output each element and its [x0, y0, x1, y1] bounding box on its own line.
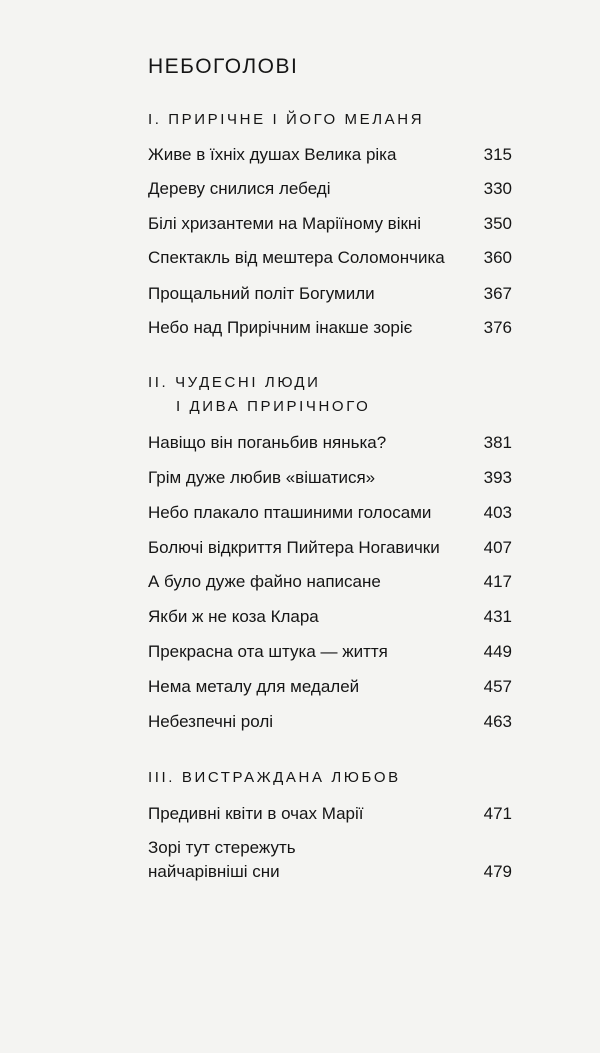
toc-entry[interactable] — [148, 246, 512, 270]
toc-entry[interactable] — [148, 282, 512, 306]
toc-entry-page: 457 — [483, 677, 512, 696]
toc-entry-page: 449 — [483, 642, 512, 661]
toc-entry-title: Предивні квіти в очах Марії — [148, 804, 364, 823]
toc-entry-title: Прекрасна ота штука — життя — [148, 642, 388, 661]
toc-entry-title: Прощальний політ Богумили — [148, 284, 375, 303]
toc-entry-page: 360 — [483, 248, 512, 267]
book-title: НЕБОГОЛОВІ — [148, 55, 299, 78]
toc-entry[interactable] — [148, 431, 512, 455]
toc-entry-title: Спектакль від мештера Соломончика — [148, 248, 445, 267]
section-heading — [148, 371, 370, 419]
toc-entry-title: Небо плакало пташиними голосами — [148, 503, 432, 522]
toc-entry-page: 315 — [483, 145, 512, 164]
toc-entry-page: 376 — [483, 318, 512, 337]
toc-entry-title: Небезпечні ролі — [148, 712, 274, 731]
toc-entry[interactable] — [148, 536, 512, 560]
toc-entry-page: 471 — [483, 804, 512, 823]
toc-entry-page: 431 — [483, 607, 512, 626]
toc-entry-page: 407 — [483, 538, 512, 557]
toc-entry[interactable] — [148, 501, 512, 525]
toc-entry-page: 403 — [483, 503, 512, 522]
toc-entry-page: 463 — [483, 712, 512, 731]
toc-entry-title: Грім дуже любив «вішатися» — [148, 468, 376, 487]
toc-entry-title: найчарівніші сни — [148, 862, 280, 881]
toc-entry[interactable] — [148, 466, 512, 490]
section-heading-text: I. ПРИРІЧНЕ І ЙОГО МЕЛАНЯ — [148, 111, 425, 128]
toc-entry[interactable] — [148, 640, 512, 664]
toc-entry-title: Зорі тут стережуть — [148, 838, 296, 857]
toc-entry[interactable] — [148, 212, 512, 236]
toc-entry[interactable] — [148, 675, 512, 699]
toc-entry[interactable] — [148, 570, 512, 594]
section-heading-text: І ДИВА ПРИРІЧНОГО — [176, 398, 371, 415]
toc-entry-page: 367 — [483, 284, 512, 303]
toc-entry-title: Небо над Прирічним інакше зоріє — [148, 318, 413, 337]
toc-entry-title: Болючі відкриття Пийтера Ногавички — [148, 538, 440, 557]
toc-entry-title: А було дуже файно написане — [148, 572, 381, 591]
toc-entry[interactable] — [148, 802, 512, 826]
toc-entry[interactable] — [148, 143, 512, 167]
toc-entry[interactable] — [148, 316, 512, 340]
toc-entry-page: 393 — [483, 468, 512, 487]
section-heading-text: II. ЧУДЕСНІ ЛЮДИ — [148, 374, 321, 391]
toc-entry-title: Білі хризантеми на Маріїному вікні — [148, 214, 422, 233]
toc-entry[interactable] — [148, 177, 512, 201]
section-heading — [148, 766, 401, 790]
toc-entry-page: 381 — [483, 433, 512, 452]
toc-entry-title: Живе в їхніх душах Велика ріка — [148, 145, 397, 164]
toc-entry-title: Нема металу для медалей — [148, 677, 360, 696]
toc-entry-page: 479 — [483, 862, 512, 881]
toc-entry-page: 330 — [483, 179, 512, 198]
section-heading — [148, 108, 424, 132]
toc-entry-title: Дереву снилися лебеді — [148, 179, 331, 198]
toc-entry[interactable] — [148, 605, 512, 629]
toc-entry-page: 417 — [483, 572, 512, 591]
toc-entry-title: Якби ж не коза Клара — [148, 607, 319, 626]
toc-entry[interactable] — [148, 710, 512, 734]
toc-entry[interactable] — [148, 836, 512, 884]
toc-entry-title: Навіщо він поганьбив нянька? — [148, 433, 387, 452]
section-heading-text: III. ВИСТРАЖДАНА ЛЮБОВ — [148, 769, 401, 786]
toc-entry-page: 350 — [483, 214, 512, 233]
